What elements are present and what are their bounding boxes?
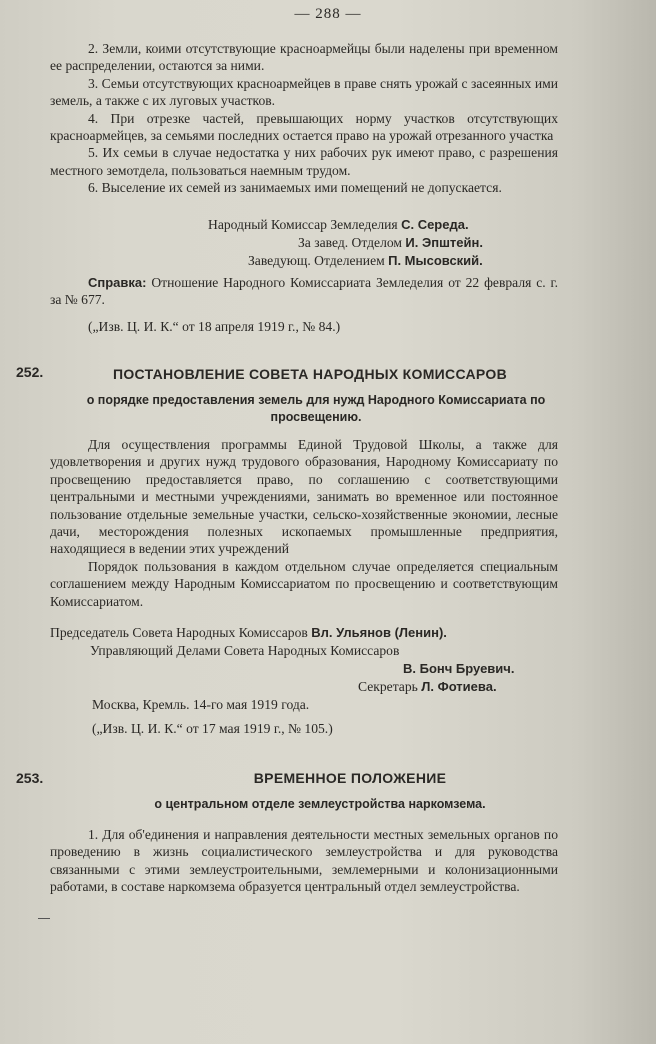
signature-name: С. Середа. (401, 217, 469, 232)
decree-253-title: ВРЕМЕННОЕ ПОЛОЖЕНИЕ (253, 770, 447, 786)
previous-decree-items (50, 40, 558, 197)
paragraph: Для осуществления программы Единой Трудовой Школы, а также для удовлетворения и других нужд трудового образования, Народному Комиссариату по просвещению предоставляется право, по соглашению с соответствующими центральными и местными учреждениями, занимать во временное или постоянное пользование отдельные земельные участки, сельско-хозяйственные экономии, лесные дачи, месторождения полезных ископаемых промышленные предприятия, находящиеся в ведении этих учреждений (50, 437, 558, 557)
manager-role: Управляющий Делами Совета Народных Комиссаров (90, 643, 400, 658)
secretary-role: Секретарь (358, 679, 418, 694)
paragraph: Порядок пользования в каждом отдельном случае определяется специальным соглашением между Народным Комиссариатом по просвещению и соответствующим Комиссариатом. (50, 558, 558, 609)
decree-252-subtitle: о порядке предоставления земель для нужд Народного Комиссариата по просвещению. (86, 393, 546, 424)
signature-line-2 (298, 234, 483, 252)
decree-252-body (50, 436, 558, 610)
decree-number-253: 253. (16, 770, 44, 786)
signature-name: И. Эпштейн. (405, 235, 483, 250)
decree-253-subtitle: о центральном отделе землеустройства наркомзема. (154, 797, 486, 811)
reference-note (50, 274, 558, 309)
chair-signature (50, 624, 447, 642)
reference-label: Справка: (88, 275, 147, 290)
secretary-name: Л. Фотиева. (421, 679, 497, 694)
decree-number-252: 252. (16, 364, 44, 380)
item-6: 6. Выселение их семей из занимаемых ими помещений не допускается. (88, 180, 502, 196)
item-5: 5. Их семьи в случае недостатка у них рабочих рук имеют право, с разрешения местного земотдела, пользоваться наемным трудом. (50, 145, 558, 178)
manager-name-text: В. Бонч Бруевич. (403, 661, 515, 676)
signature-line-1 (208, 216, 469, 234)
previous-source (50, 318, 558, 335)
page-number: — 288 — (294, 6, 362, 22)
margin-mark (38, 918, 50, 919)
decree-252-title: ПОСТАНОВЛЕНИЕ СОВЕТА НАРОДНЫХ КОМИССАРОВ (113, 366, 507, 382)
signature-role: Народный Комиссар Земледелия (208, 217, 398, 232)
chair-name: Вл. Ульянов (Ленин). (311, 625, 447, 640)
item-3: 3. Семьи отсутствующих красноармейцев в праве снять урожай с засеянных ими земель, а также с их луговых участков. (50, 75, 558, 109)
signature-line-3 (248, 252, 483, 270)
decree-252-source: („Изв. Ц. И. К.“ от 17 мая 1919 г., № 105.) (92, 721, 333, 736)
chair-role: Председатель Совета Народных Комиссаров (50, 625, 308, 640)
signature-role: За завед. Отделом (298, 235, 403, 250)
signature-name: П. Мысовский. (388, 253, 483, 268)
reference-text: Отношение Народного Комиссариата Земледелия от 22 февраля с. г. за № 677. (50, 275, 558, 308)
manager-name (403, 660, 514, 678)
item-4: 4. При отрезке частей, превышающих норму участков отсутствующих красноармейцев, за семьями последних остается право на урожай отрезанного участка (50, 110, 558, 144)
signature-role: Заведующ. Отделением (248, 253, 385, 268)
item-2: 2. Земли, коими отсутствующие красноармейцы были наделены при временном ее распределении, остаются за ними. (50, 41, 558, 74)
decree-253-body (50, 826, 558, 896)
place-date: Москва, Кремль. 14-го мая 1919 года. (92, 697, 310, 712)
secretary-signature (358, 678, 497, 696)
source-citation: („Изв. Ц. И. К.“ от 18 апреля 1919 г., № 84.) (88, 319, 341, 334)
paragraph: 1. Для об'единения и направления деятельности местных земельных органов по проведению в жизнь социалистического землеустройства и для руководства связанными с этими землеустроительными, землемерными и колонизационными работами, в составе наркомзема образуется центральный отдел землеустройства. (50, 827, 558, 895)
